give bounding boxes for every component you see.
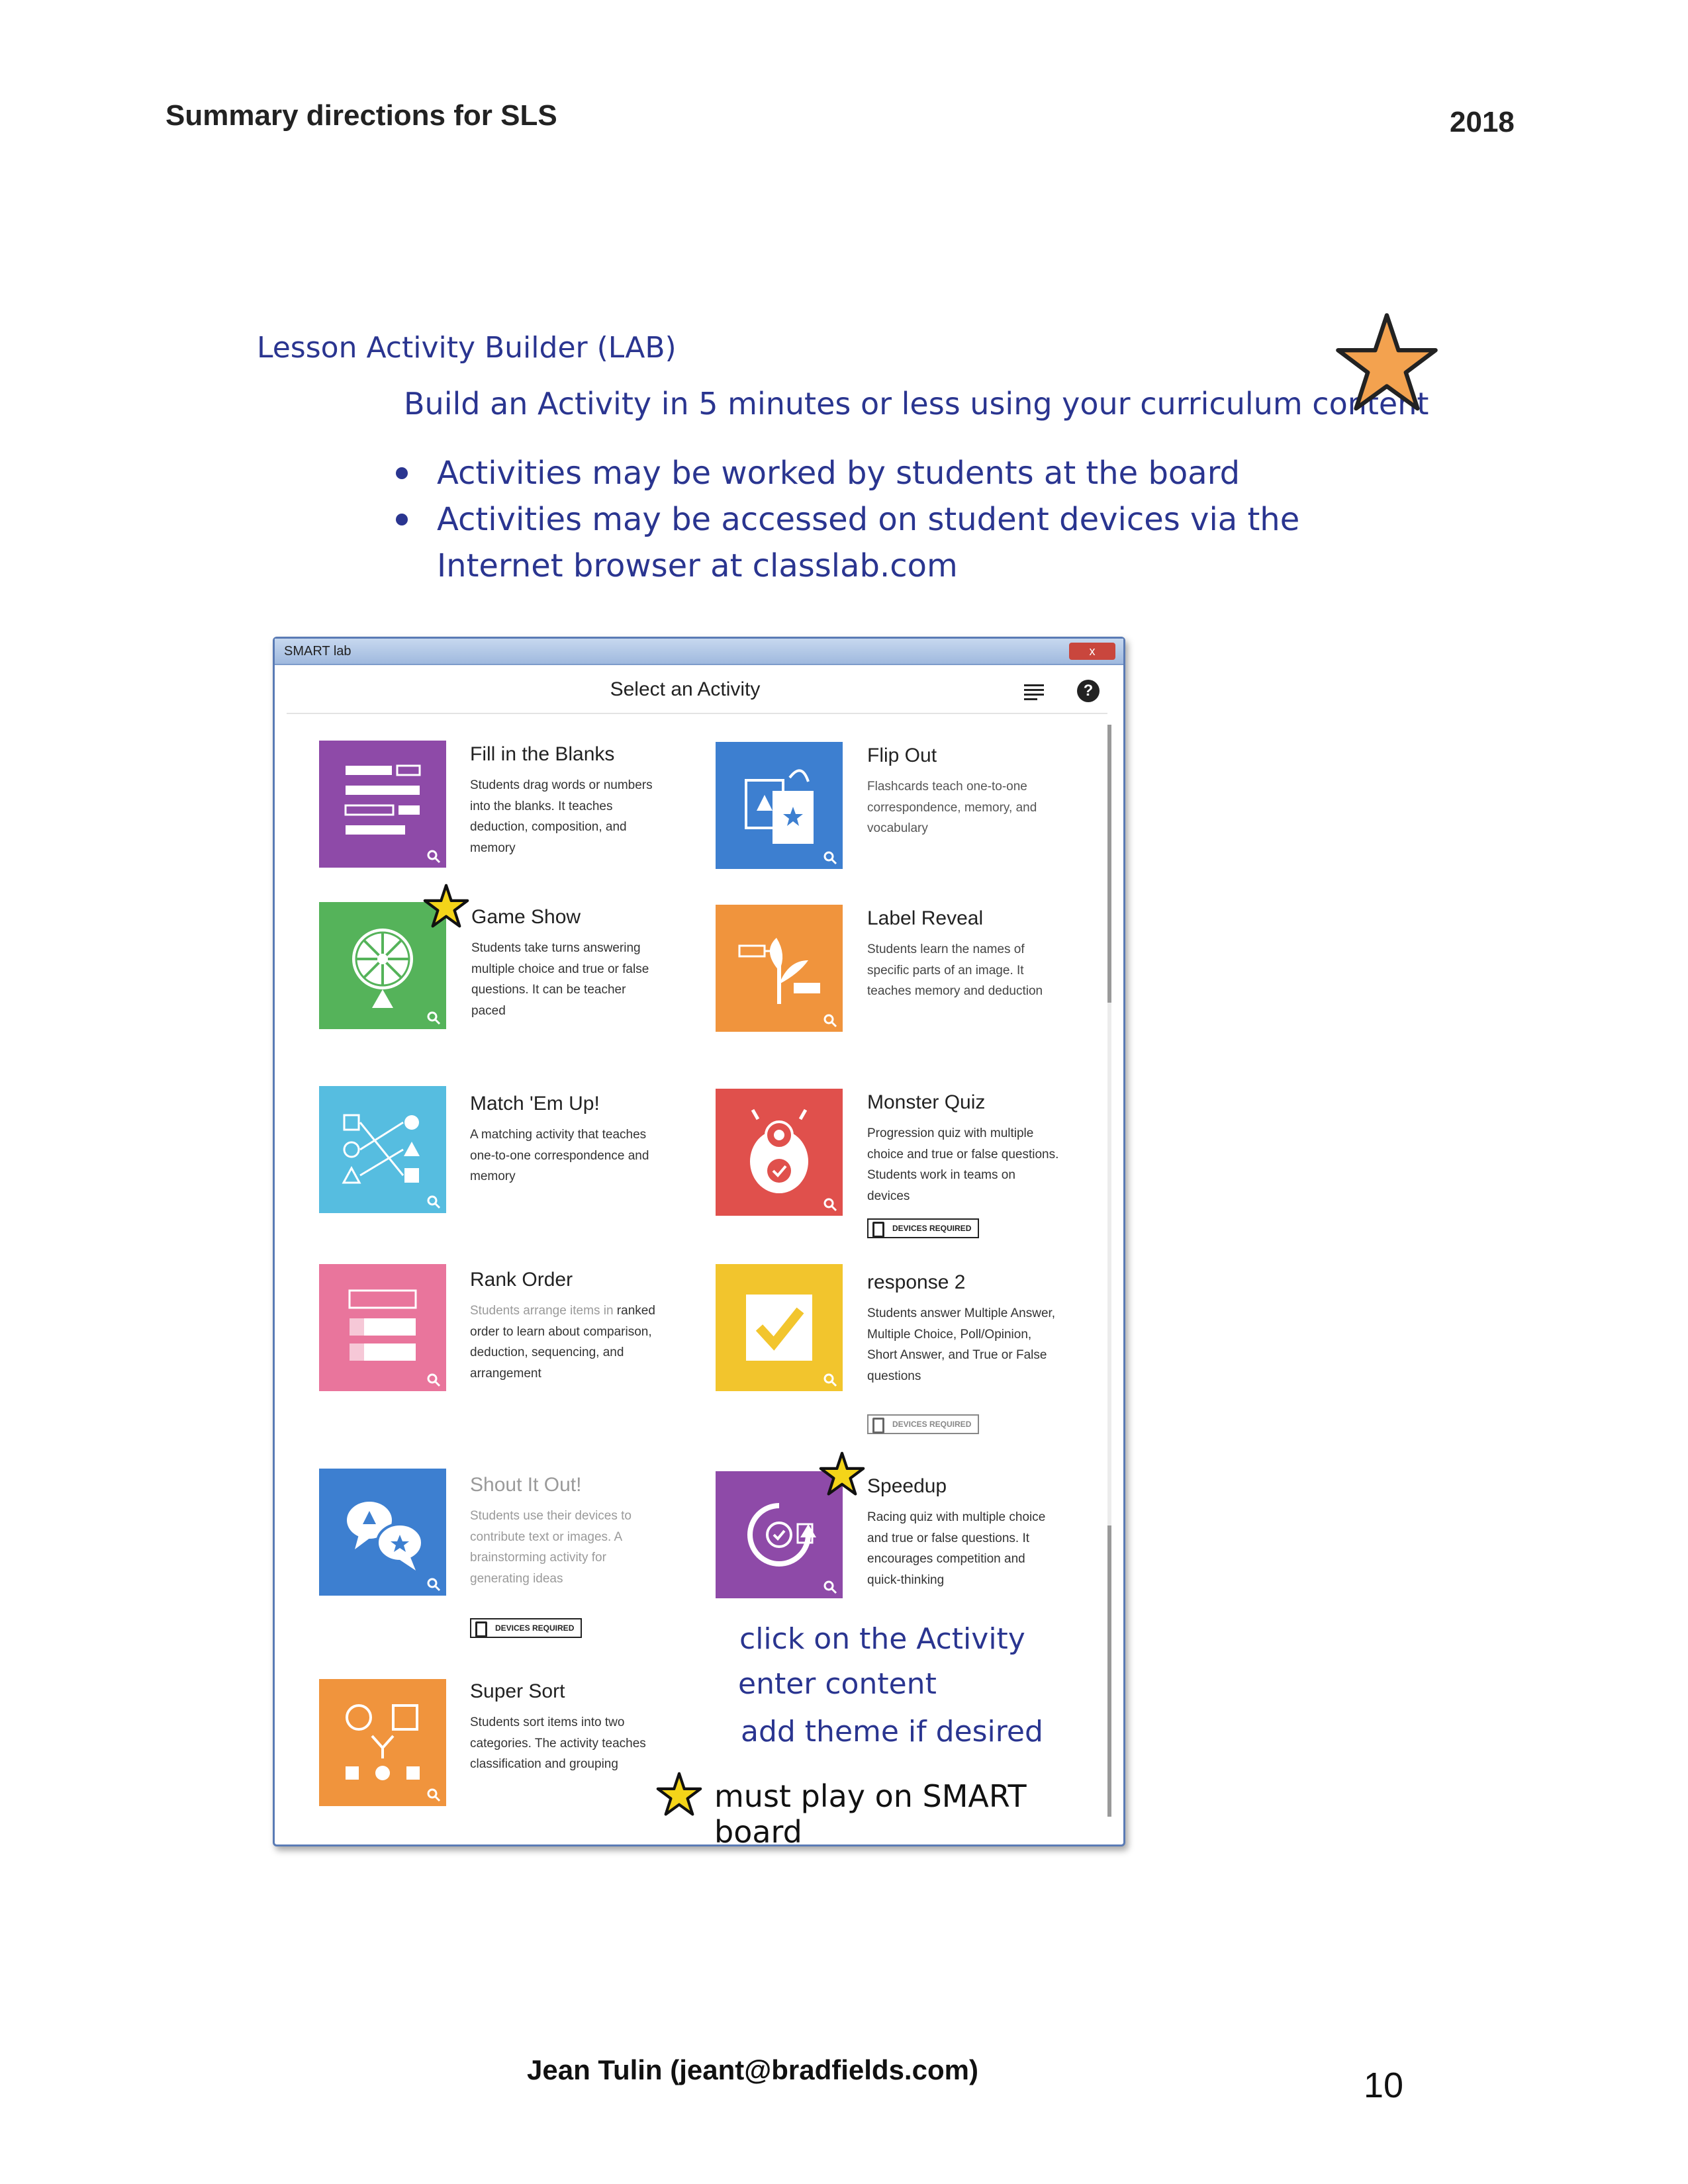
document-header-year: 2018 <box>1450 106 1515 138</box>
activity-name[interactable]: Fill in the Blanks <box>470 743 615 765</box>
window-close-button[interactable]: x <box>1069 643 1115 660</box>
activity-name[interactable]: Label Reveal <box>867 907 984 929</box>
magnifier-icon[interactable] <box>823 1373 837 1387</box>
activity-fill-in-the-blanks[interactable] <box>319 741 446 868</box>
orange-star-icon <box>1331 311 1443 417</box>
window-titlebar[interactable] <box>275 639 1123 665</box>
monster-quiz-tile[interactable] <box>716 1089 843 1216</box>
activity-description: Students learn the names of specific parts of an image. It teaches memory and deduction <box>867 942 1043 998</box>
lab-bullet <box>391 450 1299 496</box>
yellow-star-icon <box>656 1772 702 1818</box>
rank-order-tile[interactable] <box>319 1264 446 1391</box>
scrollbar-thumb[interactable] <box>1107 725 1111 1003</box>
note-enter-content: enter content <box>738 1667 937 1701</box>
activity-description: A matching activity that teaches one-to-one correspondence and memory <box>470 1128 649 1183</box>
activity-description <box>470 1300 662 1384</box>
note-click-activity: click on the Activity <box>739 1622 1025 1656</box>
lab-bullet-text: Internet browser at classlab.com <box>437 547 958 584</box>
page-number: 10 <box>1364 2066 1404 2105</box>
activity-rank-order[interactable] <box>319 1264 446 1391</box>
activity-super-sort[interactable] <box>319 1679 446 1806</box>
activity-description: Students take turns answering multiple choice and true or false questions. It can be teacher paced <box>471 941 649 1018</box>
magnifier-icon[interactable] <box>426 849 441 864</box>
phone-icon <box>872 1222 884 1238</box>
lab-bullet-continuation <box>391 543 1299 589</box>
response-2-tile[interactable] <box>716 1264 843 1391</box>
bullet-dot-icon <box>396 467 408 479</box>
activity-description-rest: ranked order to learn about comparison, deduction, sequencing, and arrangement <box>470 1304 655 1381</box>
activity-name[interactable]: Monster Quiz <box>867 1091 986 1113</box>
devices-required-badge <box>867 1218 979 1238</box>
footer-author: Jean Tulin (jeant@bradfields.com) <box>527 2054 978 2085</box>
activity-match-em-up[interactable] <box>319 1086 446 1213</box>
badge-label: DEVICES REQUIRED <box>892 1224 972 1233</box>
super-sort-tile[interactable] <box>319 1679 446 1806</box>
magnifier-icon[interactable] <box>823 1013 837 1028</box>
document-header-title: Summary directions for SLS <box>165 99 557 132</box>
phone-icon <box>475 1621 487 1637</box>
label-reveal-tile[interactable] <box>716 905 843 1032</box>
badge-label: DEVICES REQUIRED <box>495 1623 575 1633</box>
activity-description: Progression quiz with multiple choice and true or false questions. Students work in teams on devices <box>867 1126 1059 1203</box>
magnifier-icon[interactable] <box>426 1788 441 1802</box>
activity-description: Students drag words or numbers into the blanks. It teaches deduction, composition, and memory <box>470 778 653 855</box>
magnifier-icon[interactable] <box>823 850 837 865</box>
activity-response-2[interactable] <box>716 1264 843 1391</box>
match-em-up-tile[interactable] <box>319 1086 446 1213</box>
header-divider <box>287 713 1107 714</box>
help-icon[interactable]: ? <box>1077 680 1100 702</box>
lab-subtitle: Build an Activity in 5 minutes or less using your curriculum content <box>404 386 1429 422</box>
activity-name[interactable]: response 2 <box>867 1271 966 1293</box>
smart-lab-window <box>273 637 1125 1850</box>
badge-label: DEVICES REQUIRED <box>892 1420 972 1429</box>
activity-description: Students sort items into two categories. The activity teaches classification and grouping <box>470 1715 646 1771</box>
yellow-star-icon <box>423 884 469 930</box>
activity-name[interactable]: Speedup <box>867 1475 947 1497</box>
note-must-play-smart-board: must play on SMART board <box>714 1778 1027 1850</box>
magnifier-icon[interactable] <box>426 1195 441 1209</box>
lab-bullet-text: Activities may be worked by students at the board <box>437 455 1241 492</box>
yellow-star-icon <box>819 1451 865 1498</box>
flip-out-tile[interactable] <box>716 742 843 869</box>
activity-name[interactable]: Rank Order <box>470 1269 573 1291</box>
activity-shout-it-out[interactable] <box>319 1469 446 1596</box>
devices-required-badge <box>867 1414 979 1434</box>
activity-description: Students answer Multiple Answer, Multiple Choice, Poll/Opinion, Short Answer, and True or False questions <box>867 1306 1056 1383</box>
activity-name[interactable]: Shout It Out! <box>470 1474 582 1496</box>
lab-bullet <box>391 496 1299 543</box>
activity-name[interactable]: Flip Out <box>867 745 937 766</box>
magnifier-icon[interactable] <box>426 1373 441 1387</box>
phone-icon <box>872 1418 884 1433</box>
activity-name[interactable]: Match 'Em Up! <box>470 1093 600 1115</box>
fill-in-the-blanks-tile[interactable] <box>319 741 446 868</box>
magnifier-icon[interactable] <box>426 1011 441 1025</box>
magnifier-icon[interactable] <box>823 1580 837 1594</box>
devices-required-badge <box>470 1618 582 1638</box>
lab-bullet-list <box>391 450 1299 589</box>
bullet-dot-icon <box>396 514 408 525</box>
magnifier-icon[interactable] <box>823 1197 837 1212</box>
note-add-theme: add theme if desired <box>741 1715 1043 1749</box>
activity-label-reveal[interactable] <box>716 905 843 1032</box>
activity-description: Flashcards teach one-to-one correspondence, memory, and vocabulary <box>867 780 1037 835</box>
menu-icon[interactable] <box>1023 682 1045 702</box>
activity-name[interactable]: Game Show <box>471 906 581 928</box>
activity-description: Students use their devices to contribute text or images. A brainstorming activity for generating ideas <box>470 1509 632 1586</box>
lab-bullet-text: Activities may be accessed on student devices via the <box>437 501 1300 538</box>
scrollbar-thumb-lower[interactable] <box>1107 1525 1111 1817</box>
window-app-title: SMART lab <box>284 644 352 659</box>
magnifier-icon[interactable] <box>426 1577 441 1592</box>
activity-flip-out[interactable] <box>716 742 843 869</box>
lab-title: Lesson Activity Builder (LAB) <box>257 331 677 365</box>
activity-description: Racing quiz with multiple choice and true or false questions. It encourages competition and quick-thinking <box>867 1510 1046 1587</box>
activity-description-faded: Students arrange items in <box>470 1304 614 1318</box>
activity-monster-quiz[interactable] <box>716 1089 843 1216</box>
select-activity-heading: Select an Activity <box>610 678 761 700</box>
shout-it-out-tile[interactable] <box>319 1469 446 1596</box>
activity-name[interactable]: Super Sort <box>470 1680 565 1702</box>
